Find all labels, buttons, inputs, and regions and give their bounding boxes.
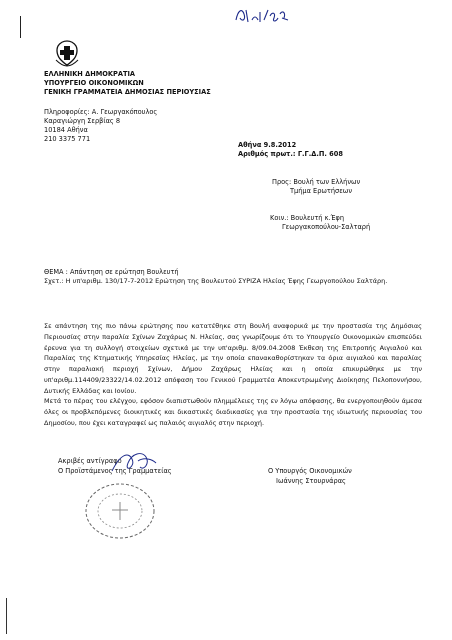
header-line-2: ΥΠΟΥΡΓΕΙΟ ΟΙΚΟΝΟΜΙΚΩΝ [44,79,144,87]
header-line-1: ΕΛΛΗΝΙΚΗ ΔΗΜΟΚΡΑΤΙΑ [44,70,136,78]
contact-info: Πληροφορίες: Α. Γεωργακόπουλος [44,108,158,116]
greek-emblem-logo [52,38,82,68]
subject-line: ΘΕΜΑ : Απάντηση σε ερώτηση Βουλευτή [44,268,179,276]
margin-rule [20,16,21,38]
minister-title: Ο Υπουργός Οικονομικών [268,467,352,475]
certification-line-2: Ο Προϊστάμενος της Γραμματείας [58,467,172,475]
certification-signature [110,447,158,477]
certification-line-1: Ακριβές αντίγραφο [58,457,122,465]
header-line-3: ΓΕΝΙΚΗ ΓΡΑΜΜΑΤΕΙΑ ΔΗΜΟΣΙΑΣ ΠΕΡΙΟΥΣΙΑΣ [44,88,211,96]
date-line: Αθήνα 9.8.2012 [238,141,297,149]
cc-line-1: Κοιν.: Βουλευτή κ.Έφη [270,214,345,222]
recipient-to: Προς: Βουλή των Ελλήνων [272,178,361,186]
handwritten-note [232,6,290,26]
round-stamp [82,480,158,542]
contact-phone: 210 3375 771 [44,135,91,143]
recipient-dept: Τμήμα Ερωτήσεων [290,187,353,195]
protocol-line: Αριθμός πρωτ.: Γ.Γ.Δ.Π. 608 [238,150,343,158]
scan-edge-mark [6,598,7,634]
reference-paragraph: Σχετ.: Η υπ'αριθμ. 130/17-7-2012 Ερώτηση της Βουλευτού ΣΥΡΙΖΑ Ηλείας Έφης Γεωργοπούλου Σαλτάρη. [44,277,388,285]
body-paragraph-1: Σε απάντηση της πιο πάνω ερώτησης που κατατέθηκε στη Βουλή αναφορικά με την προστασία της Δημόσιας Περιουσίας στην παραλία Σχίνων Ζαχάρως Ν. Ηλείας, σας γνωρίζουμε ότι το Υπουργείο Οικονομικών επισπεύδει έρευνα για τη συλλογή στοιχείων σχετικά με την υπ'αριθμ. 8/09.04.2008 Έκθεση της Επιτροπής Αιγιαλού και Παραλίας της Κτηματικής Υπηρεσίας Ηλείας, με την οποία επανακαθορίστηκαν τα όρια αιγιαλού και παραλίας στην παραλιακή περιοχή Σχίνων, Δήμου Ζαχάρως Ηλείας και η οποία επικυρώθηκε με την υπ'αριθμ.114409/23322/14.02.2012 απόφαση του Γενικού Γραμματέα Αποκεντρωμένης Διοίκησης Πελοποννήσου, Δυτικής Ελλάδας και Ιονίου. [44,322,422,395]
body-paragraph-2: Μετά το πέρας του ελέγχου, εφόσον διαπιστωθούν πλημμέλειες της εν λόγω απόφασης, θα ενεργοποιηθούν άμεσα όλες οι προβλεπόμενες διοικητικές και δικαστικές διαδικασίες για την προστασία της ιδιωτικής περιουσίας του Δημοσίου, που έχει καταγραφεί ως παλαιός αιγιαλός στην περιοχή. [44,397,422,427]
contact-street: Καραγιώργη Σερβίας 8 [44,117,121,125]
minister-name: Ιωάννης Στουρνάρας [276,477,346,485]
cc-line-2: Γεωργακοπούλου-Σαλταρή [282,223,371,231]
contact-city: 10184 Αθήνα [44,126,88,134]
